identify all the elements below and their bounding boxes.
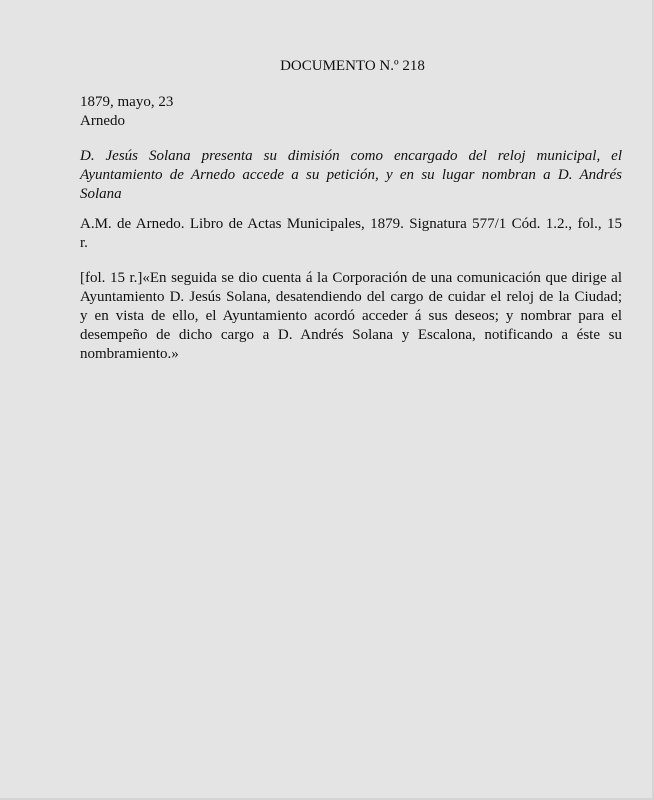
summary-line: Ayuntamiento de Arnedo accede a su petición, y en su lugar nombran a D. Andrés bbox=[80, 167, 622, 183]
source-line: A.M. de Arnedo. Libro de Actas Municipales, 1879. Signatura 577/1 Cód. 1.2., fol., 15 bbox=[80, 216, 622, 232]
body-line: desempeño de dicho cargo a D. Andrés Solana y Escalona, notificando a éste su bbox=[80, 327, 622, 343]
body-line: Ayuntamiento D. Jesús Solana, desatendiendo del cargo de cuidar el reloj de la Ciudad; bbox=[80, 289, 622, 305]
document-source bbox=[80, 215, 622, 253]
body-line: y en vista de ello, el Ayuntamiento acordó acceder á sus deseos; y nombrar para el bbox=[80, 308, 622, 324]
date-place-block bbox=[80, 93, 622, 131]
source-line: r. bbox=[80, 235, 88, 251]
document-date: 1879, mayo, 23 bbox=[80, 94, 174, 110]
body-line: [fol. 15 r.]«En seguida se dio cuenta á la Corporación de una comunicación que dirige al bbox=[80, 270, 622, 286]
document-body bbox=[80, 269, 622, 364]
body-line: nombramiento.» bbox=[80, 346, 179, 362]
summary-line: Solana bbox=[80, 186, 122, 202]
summary-line: D. Jesús Solana presenta su dimisión como encargado del reloj municipal, el bbox=[80, 148, 622, 164]
document-place: Arnedo bbox=[80, 113, 125, 129]
document-summary bbox=[80, 147, 622, 204]
document-title: DOCUMENTO N.º 218 bbox=[280, 58, 425, 74]
